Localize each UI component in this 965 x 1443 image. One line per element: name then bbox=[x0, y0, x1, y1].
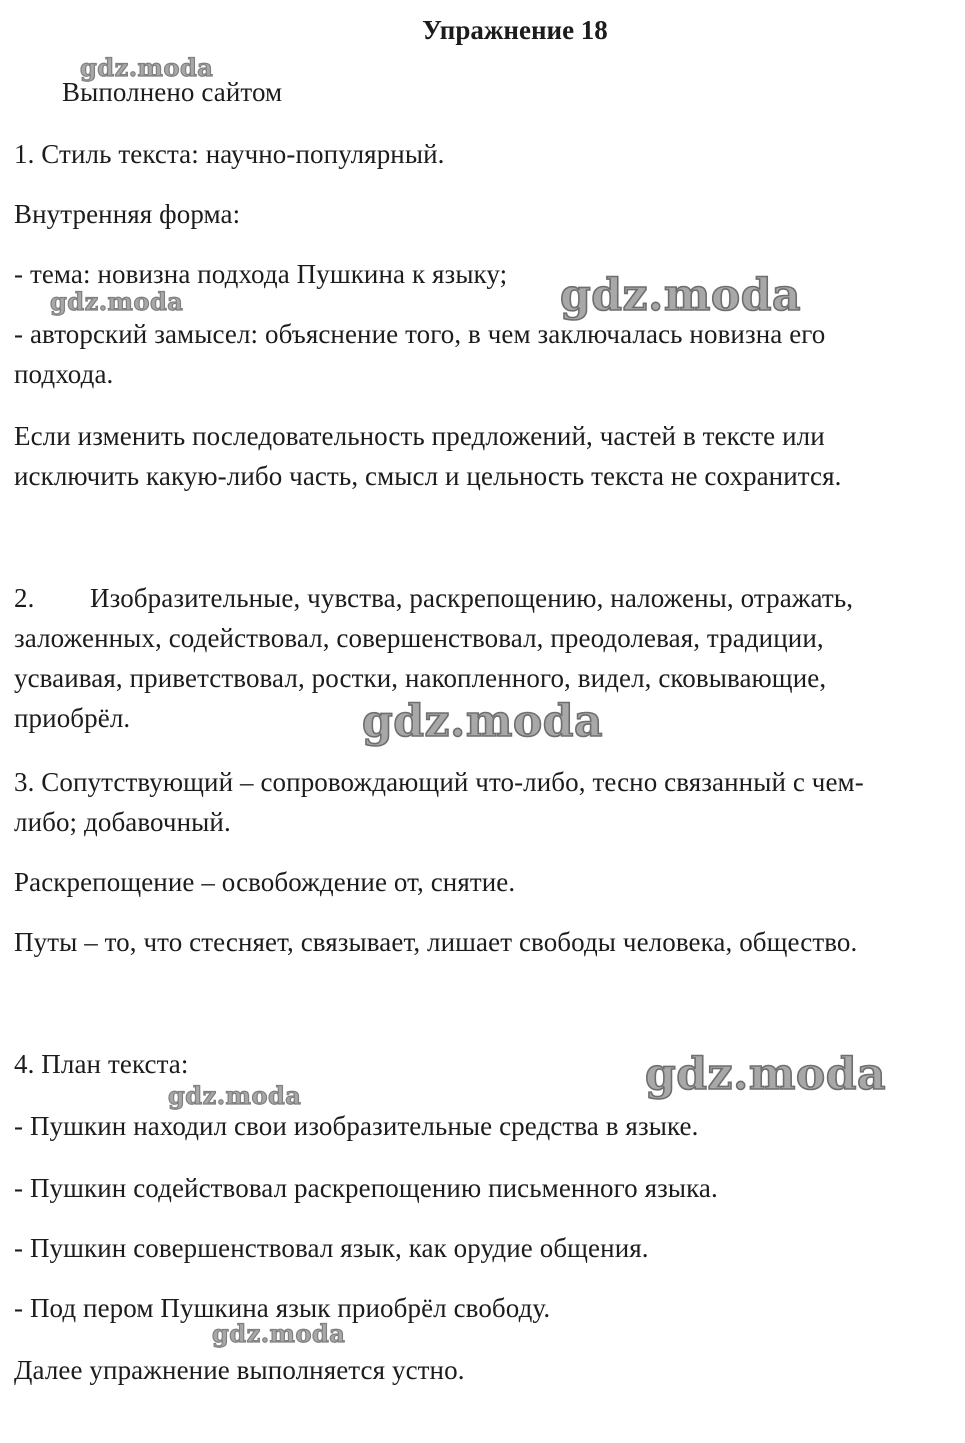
watermark-logo: gdz.moda bbox=[80, 53, 214, 82]
section-3-line-1: 3. Сопутствующий – сопровождающий что-либо, тесно связанный с чем- bbox=[14, 767, 864, 797]
section-2-line-3: усваивая, приветствовал, ростки, накопленного, видел, сковывающие, bbox=[14, 663, 827, 693]
section-3-line-4: Путы – то, что стесняет, связывает, лишает свободы человека, общество. bbox=[14, 927, 858, 957]
watermark-logo: gdz.moda bbox=[560, 270, 802, 321]
page-title: Упражнение 18 bbox=[422, 15, 608, 45]
watermark-logo: gdz.moda bbox=[168, 1081, 302, 1110]
section-2-number: 2. bbox=[14, 583, 35, 613]
section-1-paragraph-line-2: исключить какую-либо часть, смысл и цельность текста не сохранится. bbox=[14, 461, 842, 491]
section-2-line-1 bbox=[14, 582, 853, 614]
section-1-idea-line-2: подхода. bbox=[14, 359, 114, 389]
plan-item-1: - Пушкин находил свои изобразительные средства в языке. bbox=[14, 1111, 699, 1141]
section-1-paragraph-line-1: Если изменить последовательность предложений, частей в тексте или bbox=[14, 421, 825, 451]
plan-item-3: - Пушкин совершенствовал язык, как орудие общения. bbox=[14, 1233, 649, 1263]
watermark-logo: gdz.moda bbox=[645, 1049, 887, 1100]
section-1-theme: - тема: новизна подхода Пушкина к языку; bbox=[14, 259, 508, 289]
section-1-inner-form: Внутренняя форма: bbox=[14, 199, 241, 229]
section-2-line-4: приобрёл. bbox=[14, 703, 131, 733]
watermark-logo: gdz.moda bbox=[50, 287, 184, 316]
section-4-heading: 4. План текста: bbox=[14, 1049, 189, 1079]
section-1-idea-line-1: - авторский замысел: объяснение того, в чем заключалась новизна его bbox=[14, 319, 826, 349]
section-1-style: 1. Стиль текста: научно-популярный. bbox=[14, 139, 445, 169]
watermark-logo: gdz.moda bbox=[362, 696, 604, 747]
section-3-line-2: либо; добавочный. bbox=[14, 807, 231, 837]
section-2-words-1: Изобразительные, чувства, раскрепощению, наложены, отражать, bbox=[90, 583, 854, 613]
section-2-line-2: заложенных, содействовал, совершенствовал, преодолевая, традиции, bbox=[14, 623, 824, 653]
final-note: Далее упражнение выполняется устно. bbox=[14, 1355, 465, 1385]
watermark-logo: gdz.moda bbox=[212, 1319, 346, 1348]
done-by-text: Выполнено сайтом bbox=[62, 77, 283, 107]
plan-item-2: - Пушкин содействовал раскрепощению письменного языка. bbox=[14, 1173, 718, 1203]
section-3-line-3: Раскрепощение – освобождение от, снятие. bbox=[14, 867, 516, 897]
plan-item-4: - Под пером Пушкина язык приобрёл свободу. bbox=[14, 1293, 551, 1323]
